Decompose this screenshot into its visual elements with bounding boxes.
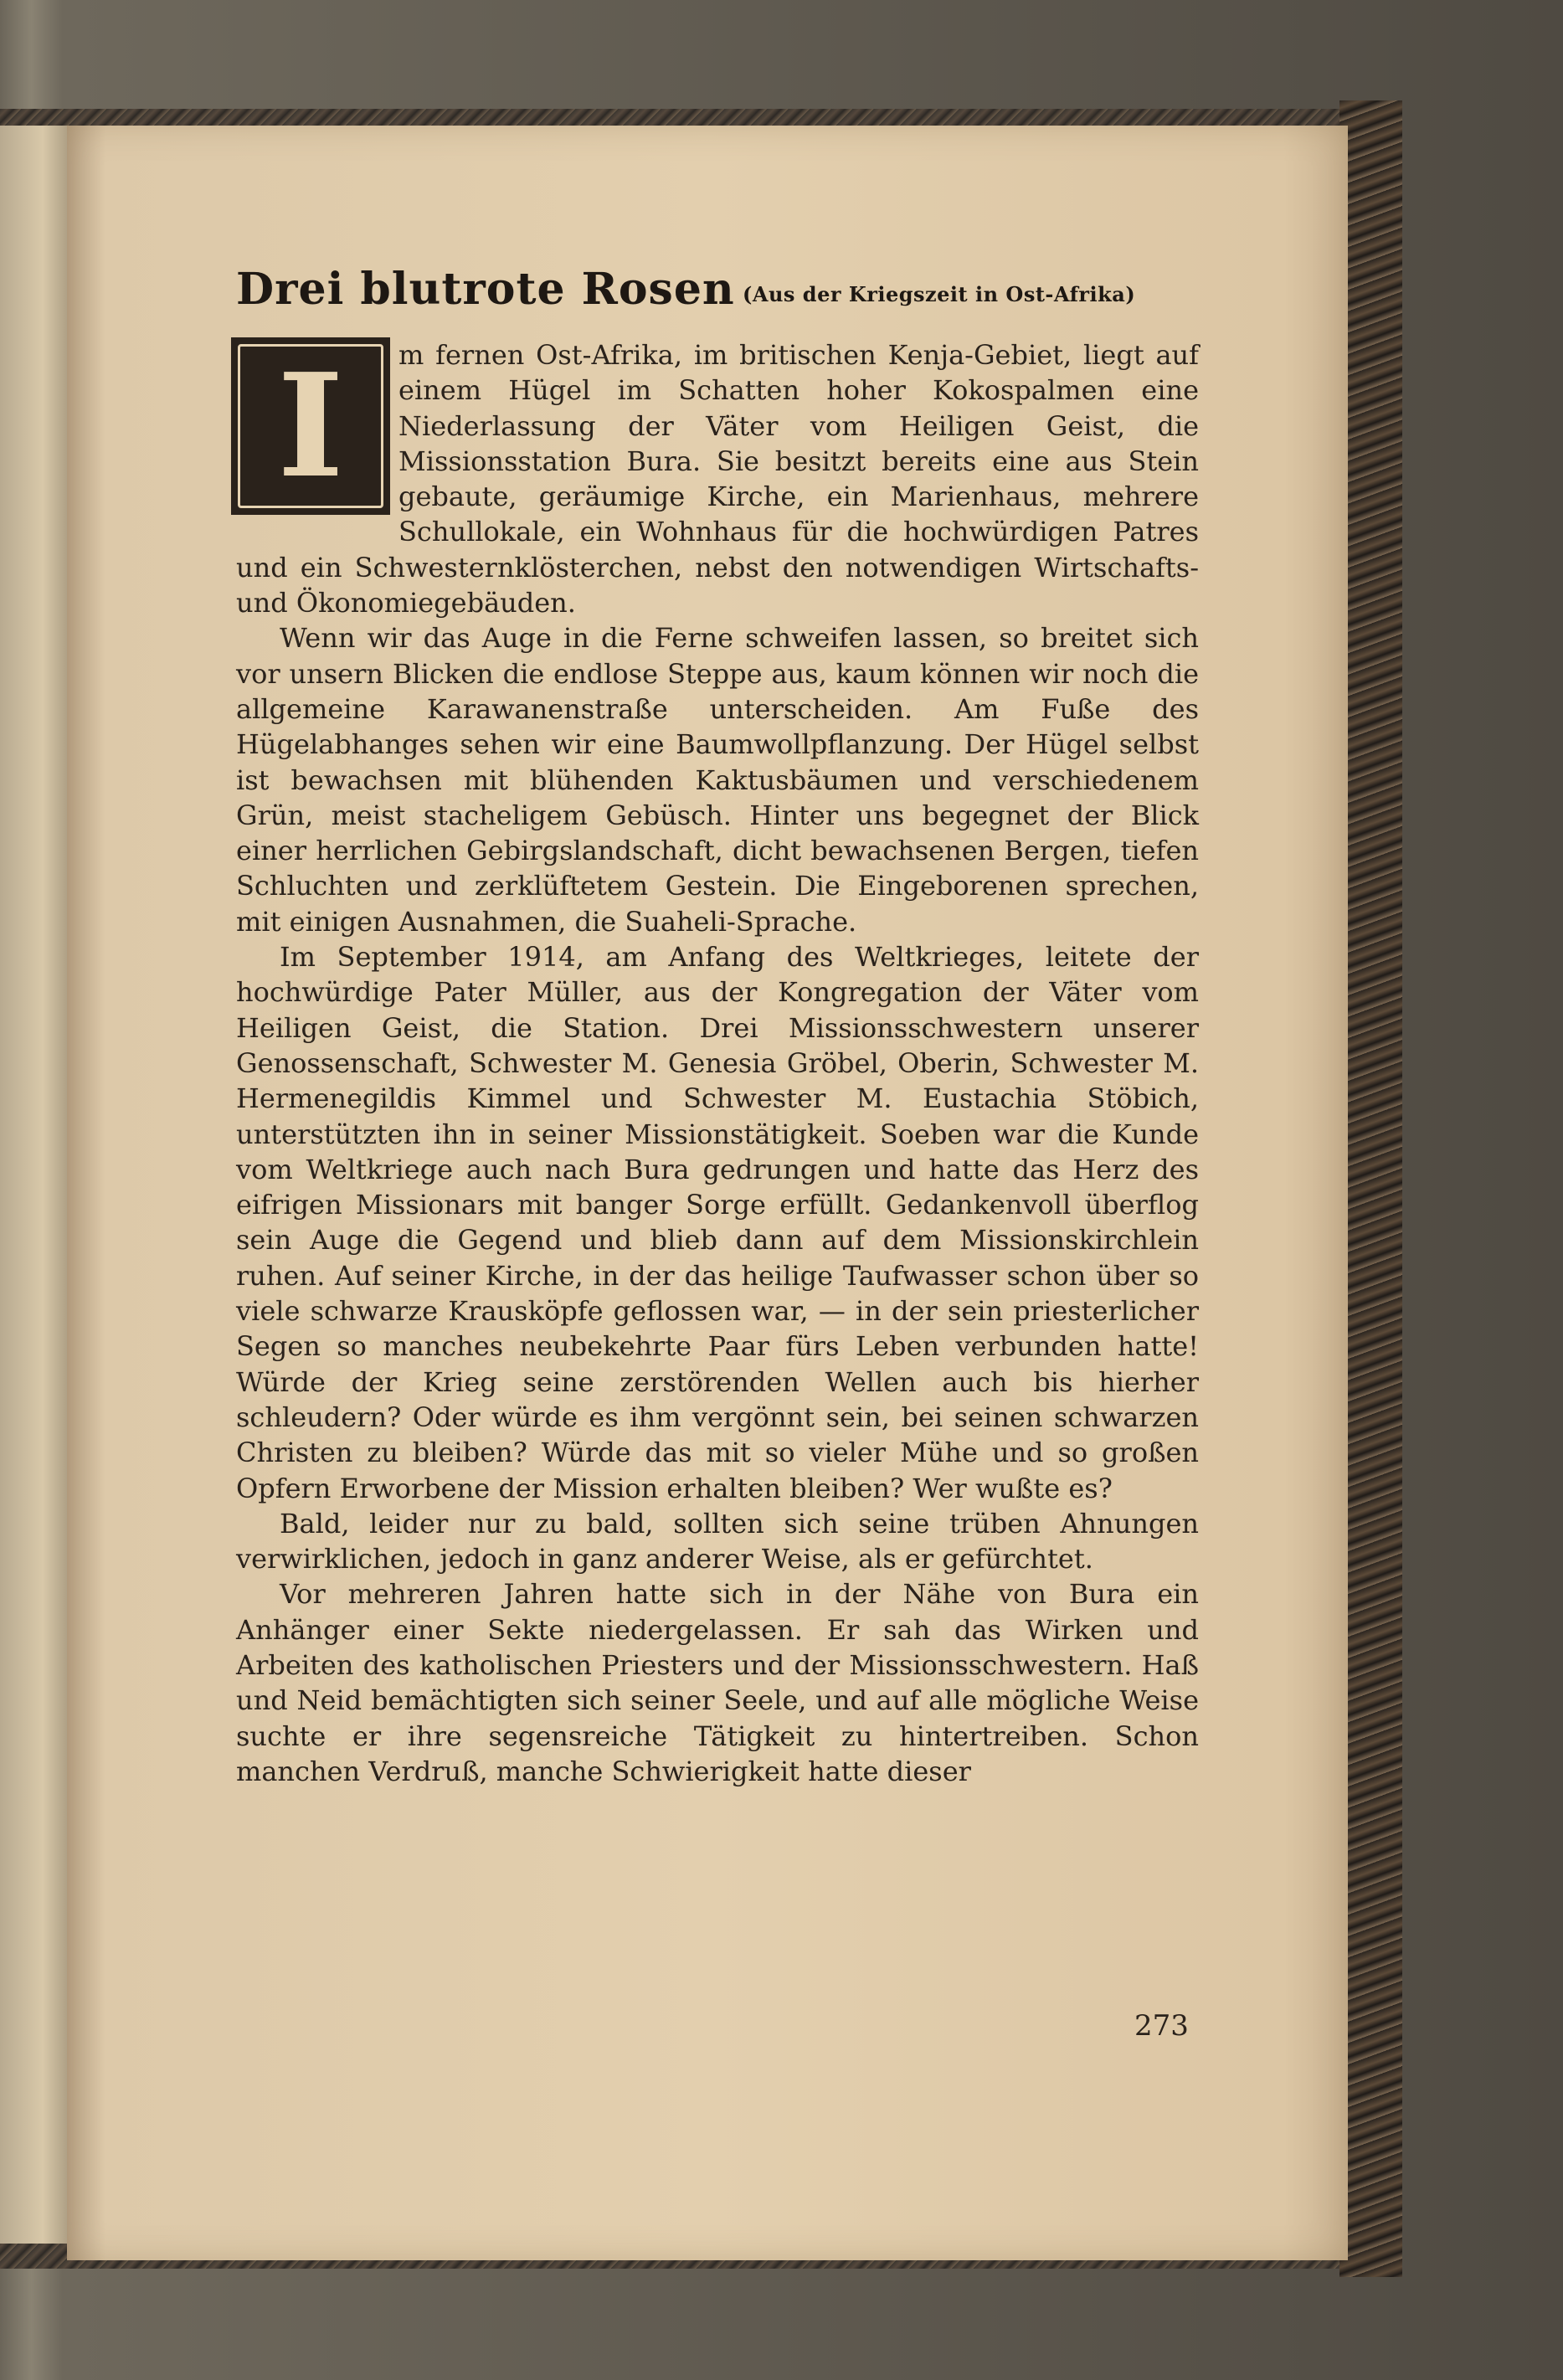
left-page-edge xyxy=(0,126,71,2244)
drop-cap-initial xyxy=(231,337,390,515)
paragraph-4: Bald, leider nur zu bald, sollten sich seine trüben Ahnungen verwirklichen, jedoch in ganz anderer Weise, als er gefürchtet. xyxy=(236,1507,1199,1576)
title-row xyxy=(236,264,1199,322)
page-content xyxy=(236,264,1199,1789)
paragraph-1-text: m fernen Ost-Afrika, im britischen Kenja-Gebiet, liegt auf einem Hügel im Schatten hoher Kokospalmen eine Niederlassung der Väter vom Heiligen Geist, die Missionsstation Bura. Sie besitzt bereits eine aus Stein gebaute, geräumige Kirche, ein Marienhaus, mehrere Schullokale, ein Wohnhaus für die hochwürdigen Patres und ein Schwesternklösterchen, nebst den notwendigen Wirtschafts- und Ökonomiegebäuden. xyxy=(236,339,1199,619)
paragraph-2: Wenn wir das Auge in die Ferne schweifen lassen, so breitet sich vor unsern Blicken die endlose Steppe aus, kaum können wir noch die allgemeine Karawanenstraße unterscheiden. Am Fuße des Hügelabhanges sehen wir eine Baumwollpflanzung. Der Hügel selbst ist bewachsen mit blühenden Kaktusbäumen und verschiedenem Grün, meist stacheligem Gebüsch. Hinter uns begegnet der Blick einer herrlichen Gebirgslandschaft, dicht bewachsenen Bergen, tiefen Schluchten und zerklüftetem Gestein. Die Eingeborenen sprechen, mit einigen Ausnahmen, die Suaheli-Sprache. xyxy=(236,622,1199,938)
paragraph-5: Vor mehreren Jahren hatte sich in der Nähe von Bura ein Anhänger einer Sekte niedergelassen. Er sah das Wirken und Arbeiten des katholischen Priesters und der Missionsschwestern. Haß und Neid bemächtigten sich seiner Seele, und auf alle mögliche Weise suchte er ihre segensreiche Tätigkeit zu hintertreiben. Schon manchen Verdruß, manche Schwierigkeit hatte dieser xyxy=(236,1578,1199,1787)
paragraph-1 xyxy=(236,337,1199,620)
paragraph-3: Im September 1914, am Anfang des Weltkrieges, leitete der hochwürdige Pater Müller, aus der Kongregation der Väter vom Heiligen Geist, die Station. Drei Missionsschwestern unserer Genossenschaft, Schwester M. Genesia Gröbel, Oberin, Schwester M. Hermenegildis Kimmel und Schwester M. Eustachia Stöbich, unterstützten ihn in seiner Missionstätigkeit. Soeben war die Kunde vom Weltkriege auch nach Bura gedrungen und hatte das Herz des eifrigen Missionars mit banger Sorge erfüllt. Gedankenvoll überflog sein Auge die Gegend und blieb dann auf dem Missionskirchlein ruhen. Auf seiner Kirche, in der das heilige Taufwasser schon über so viele schwarze Krausköpfe geflossen war, — in der sein priesterlicher Segen so manches neubekehrte Paar fürs Leben verbunden hatte! Würde der Krieg seine zerstörenden Wellen auch bis hierher schleudern? Oder würde es ihm vergönnt sein, bei seinen schwarzen Christen zu bleiben? Würde das mit so vieler Mühe und so großen Opfern Erworbene der Mission erhalten bleiben? Wer wußte es? xyxy=(236,941,1199,1504)
cover-edge xyxy=(1339,100,1402,2277)
ornament-frame-icon xyxy=(238,344,383,508)
chapter-title: Drei blutrote Rosen xyxy=(236,264,735,315)
page-number: 273 xyxy=(1134,2009,1189,2043)
chapter-subtitle: (Aus der Kriegszeit in Ost-Afrika) xyxy=(743,282,1136,306)
body-text xyxy=(236,337,1199,1789)
drop-cap-letter: I xyxy=(277,342,344,510)
